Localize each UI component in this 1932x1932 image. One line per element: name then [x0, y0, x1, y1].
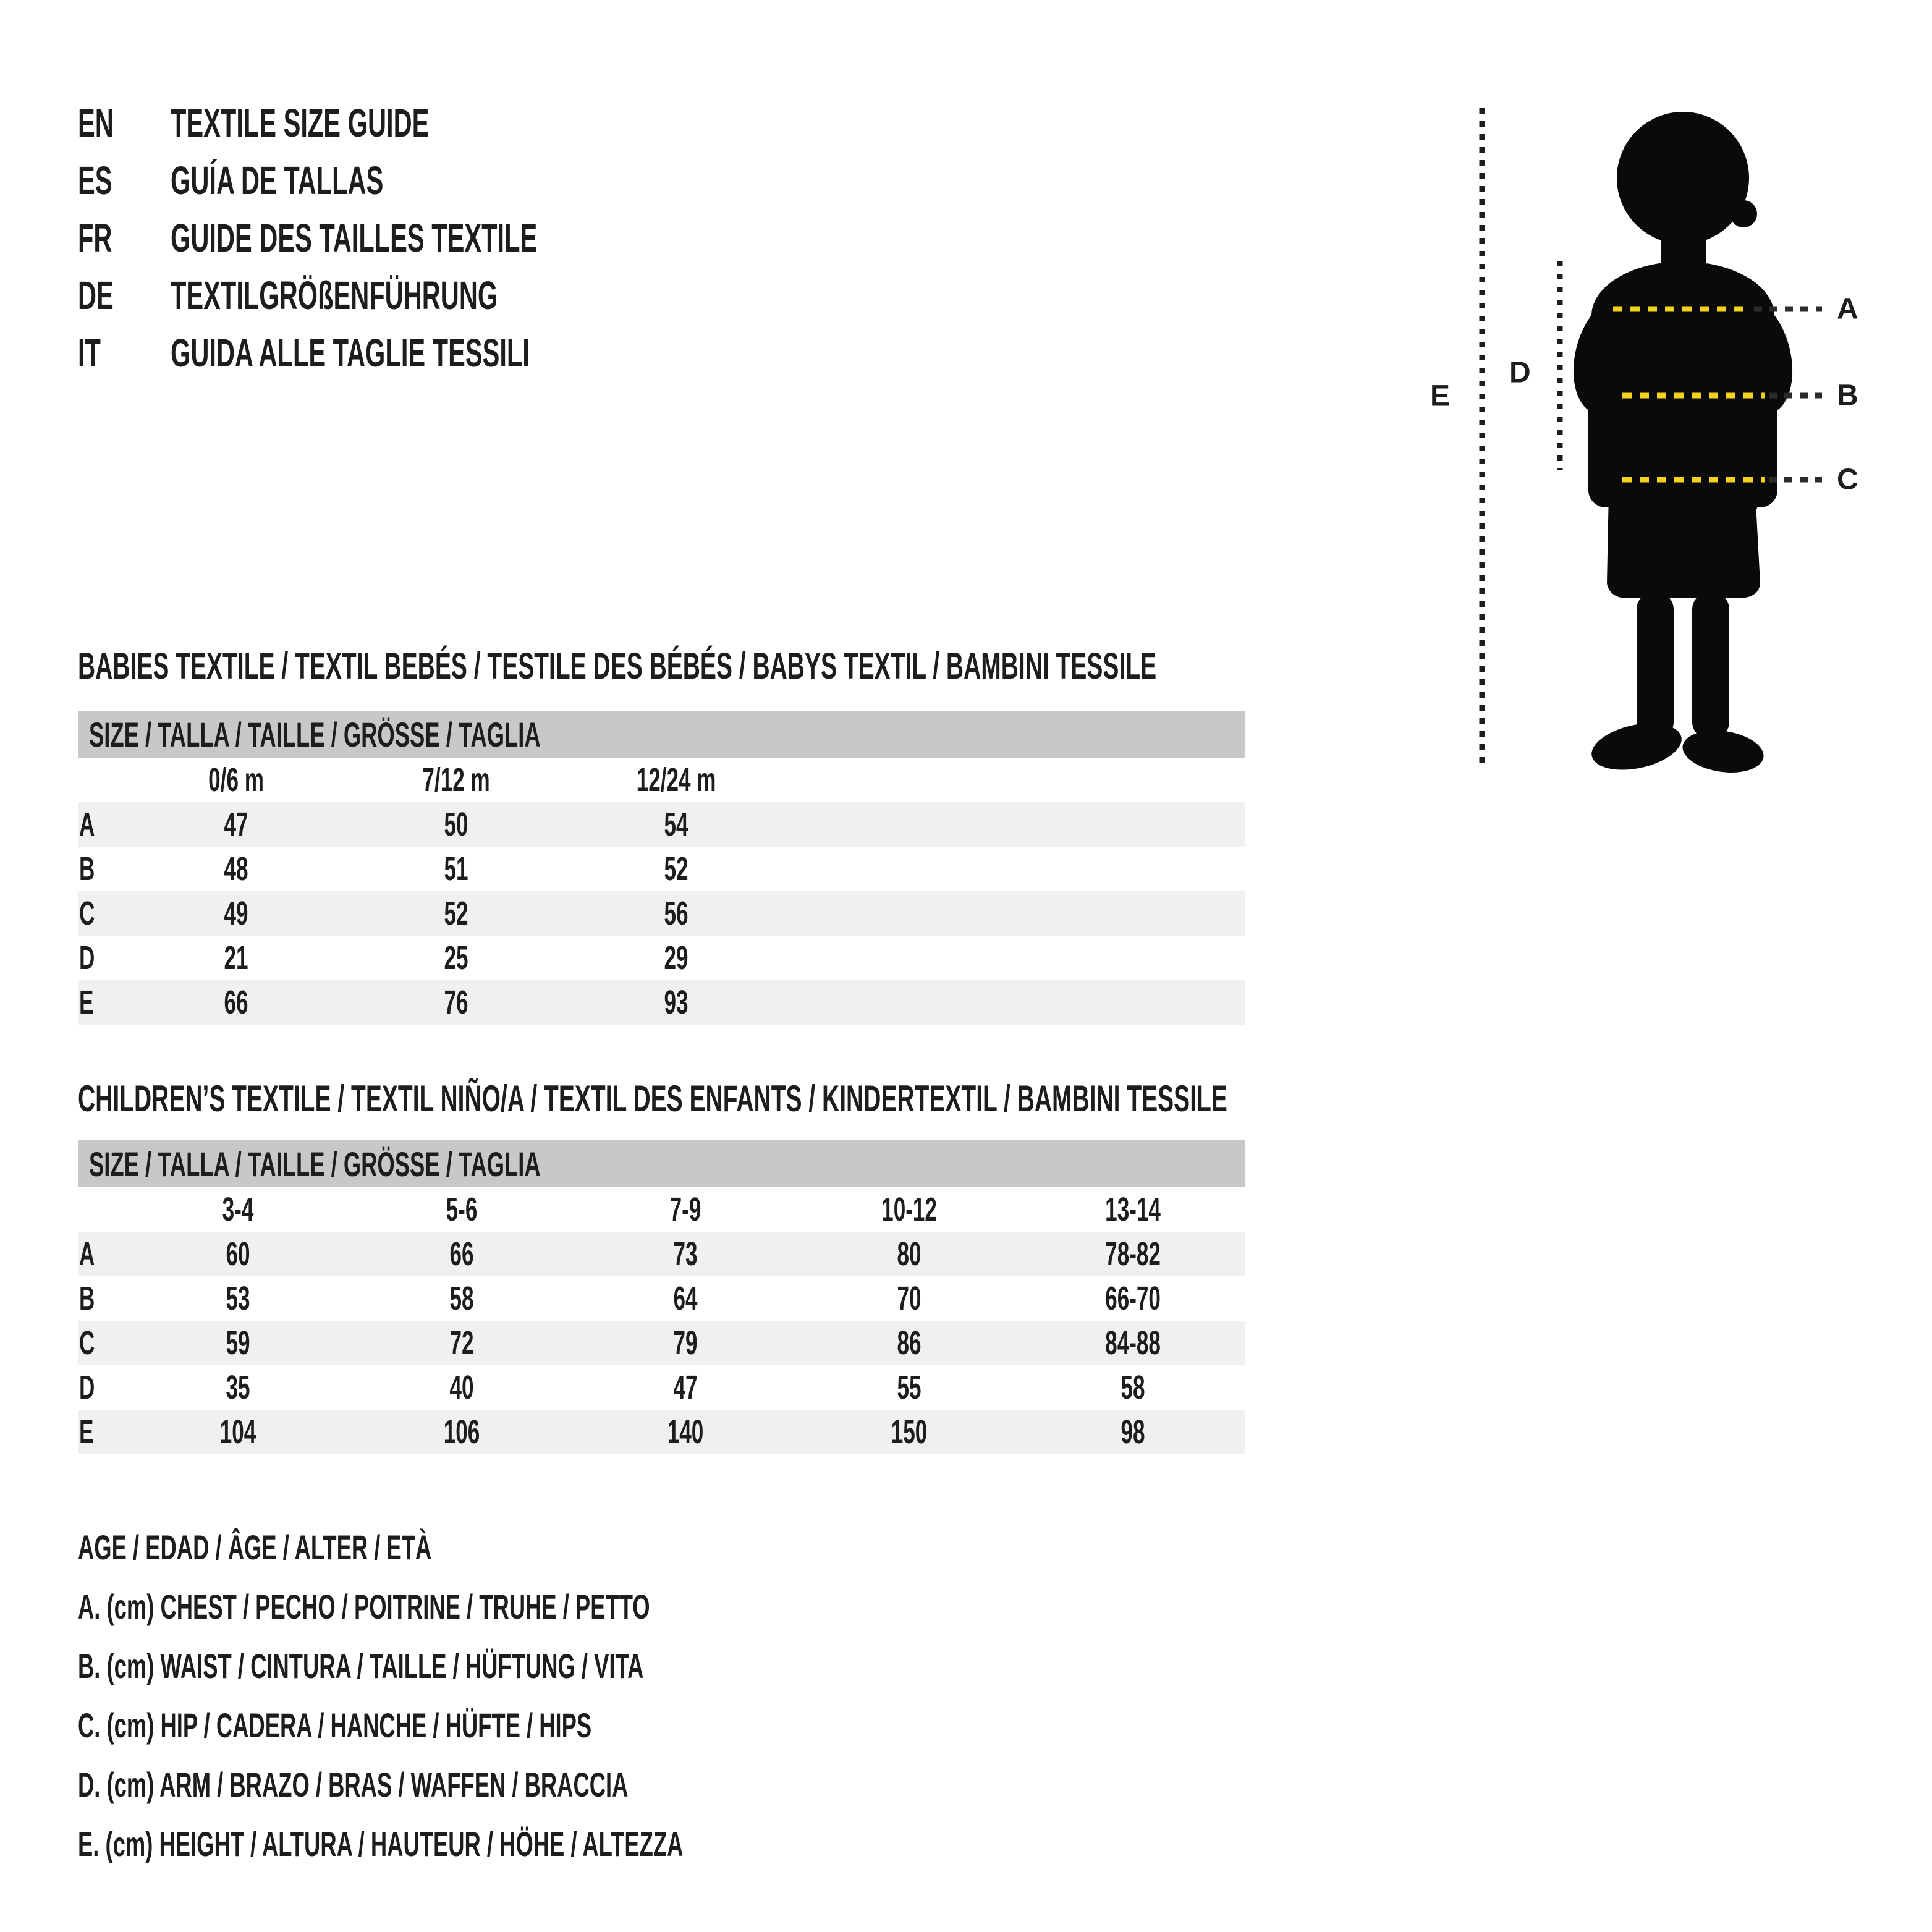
value-cell — [1021, 1276, 1245, 1321]
value-text: 64 — [673, 1280, 698, 1317]
value-text: 59 — [226, 1324, 250, 1362]
row-label: C — [79, 895, 95, 932]
right-shoe-shape — [1680, 726, 1766, 777]
value-text: 150 — [891, 1413, 928, 1451]
value-text: 25 — [444, 939, 468, 977]
measure-label-a: A — [1837, 292, 1858, 326]
value-text: 73 — [673, 1235, 698, 1273]
value-cell — [126, 891, 346, 936]
legend-line-age — [78, 1517, 1009, 1577]
language-code: FR — [78, 215, 112, 260]
value-cell — [350, 1410, 574, 1454]
value-cell — [797, 1410, 1021, 1454]
row-label: D — [79, 939, 95, 977]
language-header — [78, 94, 735, 381]
children-section-title — [78, 1077, 1846, 1120]
row-label: E — [79, 1413, 94, 1451]
column-header-cell — [126, 1187, 350, 1232]
value-cell — [574, 1321, 797, 1365]
table-row — [78, 980, 1245, 1025]
table-row — [78, 1321, 1245, 1365]
value-text: 40 — [449, 1369, 474, 1406]
measure-label-c: C — [1837, 463, 1858, 496]
value-cell — [346, 936, 566, 980]
value-cell — [574, 1276, 797, 1321]
table-row — [78, 1232, 1245, 1276]
value-cell — [126, 980, 346, 1025]
measure-label-e: E — [1430, 379, 1451, 413]
value-cell — [350, 1365, 574, 1410]
column-header-text: 5-6 — [446, 1191, 478, 1228]
table-row — [78, 847, 1245, 891]
babies-size-header-bar — [78, 711, 1245, 758]
legend-text: D. (cm) ARM / BRAZO / BRAS / WAFFEN / BRACCIA — [78, 1765, 629, 1804]
legend-line-hip — [78, 1695, 1009, 1755]
table-row — [78, 891, 1245, 936]
value-cell — [566, 936, 786, 980]
value-cell — [797, 1365, 1021, 1410]
row-label: A — [79, 1235, 95, 1273]
column-header-text: 0/6 m — [208, 761, 264, 799]
table-row — [78, 1276, 1245, 1321]
value-cell — [346, 847, 566, 891]
column-header-cell — [346, 758, 566, 802]
children-section-title-text: CHILDREN’S TEXTILE / TEXTIL NIÑO/A / TEXTIL DES ENFANTS / KINDERTEXTIL / BAMBINI TESSILE — [78, 1077, 1227, 1119]
value-text: 104 — [219, 1413, 256, 1451]
column-header-cell — [566, 758, 786, 802]
value-cell — [126, 1232, 350, 1276]
babies-size-table — [78, 711, 1245, 1025]
value-text: 52 — [444, 895, 468, 932]
value-cell — [566, 802, 786, 847]
value-text: 29 — [664, 939, 688, 977]
language-title: TEXTILGRÖßENFÜHRUNG — [171, 273, 498, 318]
value-cell — [126, 1321, 350, 1365]
value-cell — [1021, 1232, 1245, 1276]
value-text: 48 — [224, 850, 248, 888]
language-title: TEXTILE SIZE GUIDE — [171, 100, 430, 145]
legend-text: A. (cm) CHEST / PECHO / POITRINE / TRUHE / PETTO — [78, 1587, 650, 1626]
legend-line-waist — [78, 1636, 1009, 1695]
value-cell — [566, 891, 786, 936]
table-row — [78, 936, 1245, 980]
language-row — [78, 209, 735, 266]
value-text: 80 — [897, 1235, 922, 1273]
value-cell — [346, 891, 566, 936]
column-header-cell — [1021, 1187, 1245, 1232]
value-text: 52 — [664, 850, 688, 888]
column-header-text: 12/24 m — [636, 761, 716, 799]
language-title: GUIDE DES TAILLES TEXTILE — [171, 215, 538, 260]
value-text: 49 — [224, 895, 248, 932]
legend-text: AGE / EDAD / ÂGE / ALTER / ETÀ — [78, 1527, 432, 1567]
value-cell — [1021, 1410, 1245, 1454]
value-text: 55 — [897, 1369, 922, 1406]
value-cell — [797, 1232, 1021, 1276]
value-cell — [1021, 1365, 1245, 1410]
language-code: DE — [78, 273, 114, 318]
babies-section-title — [78, 644, 1737, 687]
value-text: 21 — [224, 939, 248, 977]
language-title: GUÍA DE TALLAS — [171, 158, 384, 203]
value-text: 60 — [226, 1235, 250, 1273]
legend-text: C. (cm) HIP / CADERA / HANCHE / HÜFTE / HIPS — [78, 1705, 592, 1745]
babies-column-header-row — [78, 758, 1245, 802]
size-guide-figure — [1409, 80, 1904, 797]
language-title: GUIDA ALLE TAGLIE TESSILI — [171, 330, 530, 375]
row-label: E — [79, 984, 94, 1021]
value-cell — [126, 847, 346, 891]
children-size-header-bar — [78, 1140, 1245, 1187]
column-header-text: 7-9 — [669, 1191, 701, 1228]
row-label: B — [79, 1280, 95, 1317]
children-size-table — [78, 1140, 1245, 1454]
size-header-text: SIZE / TALLA / TAILLE / GRÖSSE / TAGLIA — [89, 1144, 541, 1184]
value-cell — [346, 802, 566, 847]
babies-section-title-text: BABIES TEXTILE / TEXTIL BEBÉS / TESTILE DES BÉBÉS / BABYS TEXTIL / BAMBINI TESSILE — [78, 645, 1157, 687]
value-text: 66-70 — [1105, 1280, 1161, 1317]
value-text: 50 — [444, 806, 468, 843]
measurement-legend — [78, 1517, 1009, 1873]
table-row — [78, 802, 1245, 847]
language-code: IT — [78, 330, 101, 375]
value-cell — [126, 1276, 350, 1321]
value-text: 79 — [673, 1324, 698, 1362]
language-row — [78, 324, 735, 381]
value-text: 140 — [667, 1413, 704, 1451]
value-text: 66 — [224, 984, 248, 1021]
column-header-cell — [350, 1187, 574, 1232]
column-header-text: 10-12 — [881, 1191, 937, 1228]
column-header-cell — [574, 1187, 797, 1232]
column-header-text: 3-4 — [222, 1191, 254, 1228]
value-cell — [1021, 1321, 1245, 1365]
value-text: 56 — [664, 895, 688, 932]
value-text: 86 — [897, 1324, 922, 1362]
value-text: 76 — [444, 984, 468, 1021]
value-text: 106 — [443, 1413, 480, 1451]
value-text: 35 — [226, 1369, 250, 1406]
value-text: 72 — [449, 1324, 474, 1362]
size-header-text: SIZE / TALLA / TAILLE / GRÖSSE / TAGLIA — [89, 714, 541, 754]
measure-label-b: B — [1837, 379, 1858, 412]
language-row — [78, 94, 735, 151]
children-column-header-row — [78, 1187, 1245, 1232]
value-text: 78-82 — [1105, 1235, 1161, 1273]
value-cell — [126, 936, 346, 980]
value-cell — [346, 980, 566, 1025]
value-text: 66 — [449, 1235, 474, 1273]
value-cell — [574, 1232, 797, 1276]
value-text: 84-88 — [1105, 1324, 1161, 1362]
value-text: 53 — [226, 1280, 250, 1317]
legend-line-height — [78, 1814, 1009, 1873]
column-header-text: 7/12 m — [422, 761, 490, 799]
value-text: 98 — [1121, 1413, 1145, 1451]
legend-line-arm — [78, 1755, 1009, 1814]
value-text: 58 — [449, 1280, 474, 1317]
value-text: 70 — [897, 1280, 922, 1317]
column-header-cell — [126, 758, 346, 802]
legend-text: E. (cm) HEIGHT / ALTURA / HAUTEUR / HÖHE / ALTEZZA — [78, 1824, 684, 1863]
value-cell — [350, 1276, 574, 1321]
row-label: C — [79, 1324, 95, 1362]
language-code: EN — [78, 100, 114, 145]
measure-label-d: D — [1509, 356, 1531, 389]
value-cell — [126, 1365, 350, 1410]
value-text: 93 — [664, 984, 688, 1021]
value-text: 51 — [444, 850, 468, 888]
row-label: A — [79, 806, 95, 843]
language-code: ES — [78, 158, 112, 203]
legend-line-chest — [78, 1577, 1009, 1636]
value-text: 47 — [224, 806, 248, 843]
ear-shape — [1730, 200, 1757, 227]
table-row — [78, 1410, 1245, 1454]
value-cell — [566, 847, 786, 891]
value-cell — [797, 1321, 1021, 1365]
table-row — [78, 1365, 1245, 1410]
shorts-shape — [1607, 479, 1760, 598]
value-cell — [566, 980, 786, 1025]
language-row — [78, 266, 735, 324]
value-cell — [126, 802, 346, 847]
language-row — [78, 151, 735, 209]
value-cell — [574, 1365, 797, 1410]
row-label: B — [79, 850, 95, 888]
value-text: 47 — [673, 1369, 698, 1406]
value-cell — [797, 1276, 1021, 1321]
legend-text: B. (cm) WAIST / CINTURA / TAILLE / HÜFTUNG / VITA — [78, 1646, 644, 1685]
head-shape — [1617, 112, 1749, 244]
row-label: D — [79, 1369, 95, 1406]
column-header-text: 13-14 — [1105, 1191, 1161, 1228]
value-cell — [350, 1321, 574, 1365]
column-header-cell — [797, 1187, 1021, 1232]
value-cell — [126, 1410, 350, 1454]
value-cell — [574, 1410, 797, 1454]
value-text: 54 — [664, 806, 688, 843]
value-text: 58 — [1121, 1369, 1145, 1406]
value-cell — [350, 1232, 574, 1276]
